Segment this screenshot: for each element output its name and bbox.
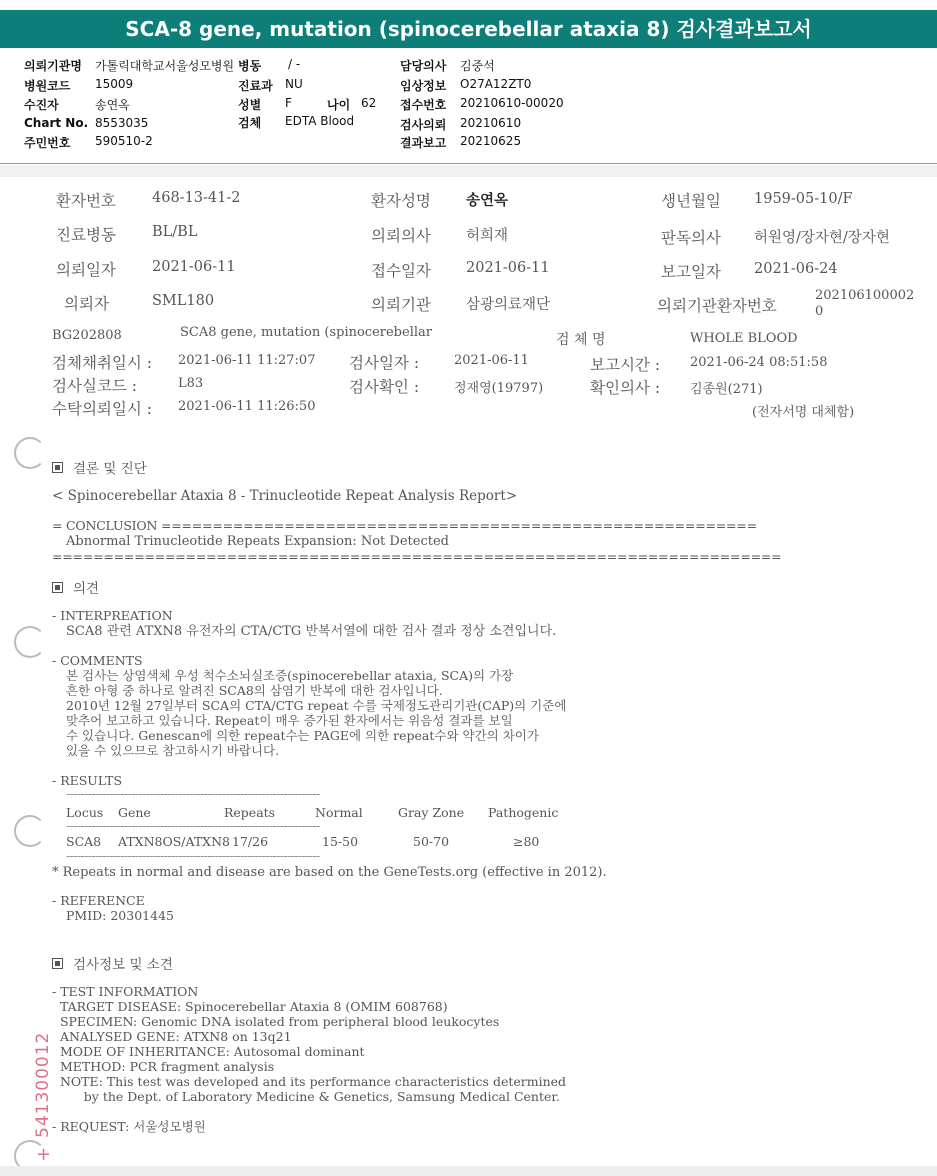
table-bottom: ---------------------------------------------------------------------- — [66, 848, 320, 863]
name: 송연옥 — [466, 192, 509, 209]
inst-pid-label: 의뢰기관환자번호 — [657, 297, 777, 315]
reader-label: 판독의사 — [661, 229, 721, 247]
sex-label: 성별 — [238, 98, 262, 112]
specimen: EDTA Blood — [285, 114, 355, 128]
ward: / - — [288, 57, 301, 71]
room-label: 검사실코드 : — [52, 377, 138, 395]
pid: 468-13-41-2 — [152, 190, 241, 206]
test-info-line: METHOD: PCR fragment analysis — [52, 1059, 275, 1074]
binder-hole — [14, 815, 46, 847]
interp-label: - INTERPREATION — [52, 608, 173, 623]
receive: 2021-06-11 11:26:50 — [178, 399, 316, 414]
test-info-line: SPECIMEN: Genomic DNA isolated from peripheral blood leukocytes — [52, 1014, 500, 1029]
comments-block — [66, 668, 566, 758]
req-date: 2021-06-11 — [152, 259, 236, 275]
th-locus: Locus — [66, 805, 104, 820]
patient: 송연옥 — [95, 98, 130, 112]
reference: PMID: 20301445 — [66, 908, 174, 923]
ward-2: BL/BL — [152, 224, 198, 240]
esign-note: (전자서명 대체함) — [752, 405, 855, 420]
clinical: O27A12ZT0 — [460, 77, 532, 91]
stamp-number: 541300012 — [33, 1031, 53, 1138]
report-date-label: 보고일자 — [661, 263, 721, 281]
dept: NU — [285, 77, 303, 91]
square-bullet-icon — [52, 462, 63, 473]
td-pathogenic: ≥80 — [513, 834, 540, 849]
test-info-line: by the Dept. of Laboratory Medicine & Genetics, Samsung Medical Center. — [52, 1089, 560, 1104]
dept-label: 진료과 — [238, 79, 273, 93]
comment-line: 2010년 12월 27일부터 SCA의 CTA/CTG repeat 수를 국제정도관리기관(CAP)의 기준에 — [66, 698, 567, 713]
binder-hole — [14, 437, 46, 469]
inst-pid-2: 0 — [815, 304, 824, 319]
th-grayzone: Gray Zone — [398, 805, 465, 820]
room: L83 — [178, 376, 204, 391]
inst-pid-1: 202106100002 — [815, 288, 915, 303]
verifier: 김종원(271) — [690, 382, 763, 397]
reader: 허원영/장자현/장자현 — [754, 230, 890, 246]
header-divider — [0, 163, 937, 164]
comment-line: 흔한 아형 중 하나로 알려진 SCA8의 삼염기 반복에 대한 검사입니다. — [66, 683, 443, 698]
results-label: - RESULTS — [52, 773, 123, 788]
collect: 2021-06-11 11:27:07 — [178, 353, 316, 368]
result: 20210625 — [460, 134, 522, 148]
test-code: BG202808 — [52, 328, 122, 343]
verifier-label: 확인의사 : — [590, 379, 661, 397]
comment-line: 맞추어 보고하고 있습니다. Repeat이 매우 증가된 환자에서는 위음성 결과를 보일 — [66, 713, 513, 728]
chart-label: Chart No. — [24, 116, 89, 130]
plus-icon: + — [36, 1144, 52, 1160]
chart: 8553035 — [95, 116, 149, 130]
test-req: 20210610 — [460, 116, 522, 130]
specimen-label: 검체 — [238, 116, 262, 130]
confirm: 정재영(19797) — [454, 381, 544, 396]
req-inst: 삼광의료재단 — [466, 297, 551, 313]
section-title-text: 결론 및 진단 — [73, 461, 147, 477]
sex: F — [285, 96, 292, 110]
dob-label: 생년월일 — [661, 192, 721, 210]
rrn: 590510-2 — [95, 134, 153, 148]
report-time: 2021-06-24 08:51:58 — [690, 355, 828, 370]
td-normal: 15-50 — [322, 834, 359, 849]
square-bullet-icon — [52, 958, 63, 969]
requester: SML180 — [152, 293, 215, 309]
report-subtitle: < Spinocerebellar Ataxia 8 - Trinucleotide Repeat Analysis Report> — [52, 488, 518, 504]
report-time-label: 보고시간 : — [590, 356, 661, 374]
report-title: SCA-8 gene, mutation (spinocerebellar ataxia 8) 검사결과보고서 — [0, 10, 937, 48]
req-doc-label: 의뢰의사 — [371, 227, 431, 245]
table-divider: ---------------------------------------------------------------------- — [66, 818, 320, 833]
th-normal: Normal — [315, 805, 363, 820]
test-info-line: MODE OF INHERITANCE: Autosomal dominant — [52, 1044, 365, 1059]
report-date: 2021-06-24 — [754, 261, 838, 277]
section-title-text: 검사정보 및 소견 — [73, 957, 173, 973]
collect-label: 검체채취일시 : — [52, 354, 152, 372]
doctor-label: 담당의사 — [400, 59, 447, 73]
td-locus: SCA8 — [66, 834, 102, 849]
comment-line: 본 검사는 상염색체 우성 척수소뇌실조증(spinocerebellar ataxia, SCA)의 가장 — [66, 668, 514, 683]
clinical-label: 임상정보 — [400, 79, 447, 93]
hosp-code: 15009 — [95, 77, 134, 91]
request: - REQUEST: 서울성모병원 — [52, 1119, 206, 1134]
recv-date: 2021-06-11 — [466, 260, 550, 276]
footnote: * Repeats in normal and disease are based on the GeneTests.org (effective in 2012). — [52, 865, 607, 880]
test-name: SCA8 gene, mutation (spinocerebellar — [180, 325, 432, 340]
pid-label: 환자번호 — [56, 192, 116, 210]
confirm-label: 검사확인 : — [349, 378, 420, 396]
req-org-label: 의뢰기관명 — [24, 59, 82, 73]
name-label: 환자성명 — [371, 192, 431, 210]
test-info-block — [52, 984, 566, 1104]
hosp-code-label: 병원코드 — [24, 79, 71, 93]
barcode-stamp — [18, 1020, 68, 1160]
receipt-label: 접수번호 — [400, 98, 447, 112]
binder-hole — [14, 626, 46, 658]
square-bullet-icon — [52, 582, 63, 593]
dob: 1959-05-10/F — [754, 191, 853, 207]
rrn-label: 주민번호 — [24, 136, 71, 150]
age-label: 나이 — [327, 98, 351, 112]
req-date-label: 의뢰일자 — [56, 261, 116, 279]
comment-line: 있을 수 있으므로 참고하시기 바랍니다. — [66, 743, 280, 758]
td-gene: ATXN8OS/ATXN8 — [118, 834, 230, 849]
requester-label: 의뢰자 — [64, 295, 109, 313]
ward-label-2: 진료병동 — [56, 226, 116, 244]
test-req-label: 검사의뢰 — [400, 118, 447, 132]
receive-label: 수탁의뢰일시 : — [52, 400, 152, 418]
th-pathogenic: Pathogenic — [488, 805, 559, 820]
specimen-name: WHOLE BLOOD — [690, 331, 798, 346]
td-grayzone: 50-70 — [413, 834, 450, 849]
recv-date-label: 접수일자 — [371, 262, 431, 280]
section-conclusion-title — [52, 457, 147, 477]
comments-label: - COMMENTS — [52, 653, 143, 668]
doctor: 김중석 — [460, 59, 495, 73]
test-info-line: - TEST INFORMATION — [52, 984, 199, 999]
conclusion-text: Abnormal Trinucleotide Repeats Expansion: Not Detected — [66, 534, 449, 549]
results-dashes: ---------------------------------------------------------------------- — [66, 786, 320, 801]
req-org: 가톨릭대학교서울성모병원 — [95, 59, 235, 73]
test-info-line: TARGET DISEASE: Spinocerebellar Ataxia 8 (OMIM 608768) — [52, 999, 448, 1014]
test-info-line: ANALYSED GENE: ATXN8 on 13q21 — [52, 1029, 292, 1044]
th-gene: Gene — [118, 805, 151, 820]
req-inst-label: 의뢰기관 — [371, 296, 431, 314]
specimen-name-label: 검 체 명 — [556, 332, 606, 348]
req-doc: 허희재 — [466, 228, 509, 244]
patient-label: 수진자 — [24, 98, 59, 112]
th-repeats: Repeats — [224, 805, 276, 820]
reference-label: - REFERENCE — [52, 893, 145, 908]
td-repeats: 17/26 — [232, 834, 269, 849]
conclusion-line: = CONCLUSION ========================================================== — [52, 518, 757, 533]
test-info-line: NOTE: This test was developed and its performance characteristics determined — [52, 1074, 567, 1089]
ward-label: 병동 — [238, 59, 262, 73]
interp-text: SCA8 관련 ATXN8 유전자의 CTA/CTG 반복서열에 대한 검사 결과 정상 소견입니다. — [66, 624, 557, 639]
section-opinion-title — [52, 577, 99, 597]
bottom-edge — [0, 1166, 937, 1176]
page-gap — [0, 165, 937, 177]
conclusion-bar: ======================================================================= — [52, 549, 782, 564]
test-date: 2021-06-11 — [454, 353, 529, 368]
comment-line: 수 있습니다. Genescan에 의한 repeat수는 PAGE에 의한 repeat수와 약간의 차이가 — [66, 728, 539, 743]
result-label: 결과보고 — [400, 136, 447, 150]
test-date-label: 검사일자 : — [349, 354, 420, 372]
section-testinfo-title — [52, 953, 173, 973]
age: 62 — [361, 96, 377, 110]
section-title-text: 의견 — [73, 581, 100, 597]
receipt: 20210610-00020 — [460, 96, 564, 110]
